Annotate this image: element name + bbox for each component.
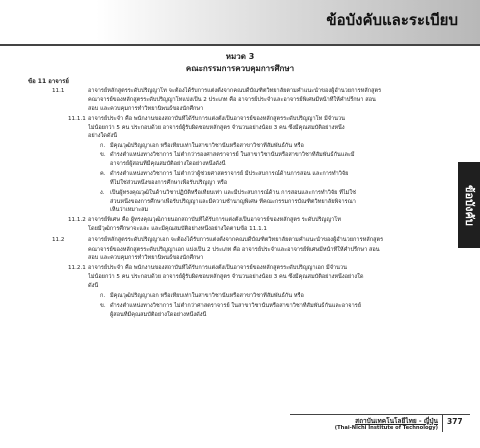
clause-number: ค.	[100, 171, 106, 177]
body-text-line: สอบ และควบคุมการทำวิทยานิพนธ์ของนักศึกษา	[88, 106, 204, 112]
clause-number: 11.2	[52, 237, 65, 243]
clause-number: ก.	[100, 293, 106, 299]
footer-divider	[290, 414, 470, 415]
body-text-line: ที่ไม่ใช่ส่วนหนึ่งของการศึกษาเพื่อรับปริญญา หรือ	[110, 180, 228, 186]
footer-separator	[442, 414, 443, 432]
clause-number: 11.1.2	[68, 217, 86, 223]
body-text-line: คณาจารย์ของหลักสูตรระดับปริญญาเอก แบ่งเป็น 2 ประเภท คือ อาจารย์ประจำและอาจารย์พิเศษมีหน้าที่ให้คำปรึกษา สอน	[88, 247, 380, 253]
side-section-tab: ข้อบังคับ	[458, 162, 480, 248]
clause-number: 11.1.1	[68, 116, 86, 122]
body-text-line: อาจารย์ประจำ คือ พนักงานของสถาบันที่ได้รับการแต่งตั้งเป็นอาจารย์ของหลักสูตรระดับปริญญาเอก มีจำนวน	[88, 265, 347, 271]
body-text-line: อาจารย์พิเศษ คือ ผู้ทรงคุณวุฒิภายนอกสถาบันที่ได้รับการแต่งตั้งเป็นอาจารย์ของหลักสูตร ระดับปริญญาโท	[88, 217, 341, 223]
clause-number: 11.1	[52, 88, 65, 94]
body-text-line: อาจารย์หลักสูตรระดับปริญญาเอก จะต้องได้รับการแต่งตั้งจากคณบดีบัณฑิตวิทยาลัยตามคำแนะนำของผู้อำนวยการหลักสูตร	[88, 237, 384, 243]
body-text-line: อาจารย์ผู้สอนที่มีคุณสมบัติอย่างใดอย่างหนึ่งดังนี้	[110, 161, 226, 167]
clause-number: ข.	[100, 152, 106, 158]
body-text-line: สอบ และควบคุมการทำวิทยานิพนธ์ของนักศึกษา	[88, 255, 204, 261]
body-text-line: ดำรงตำแหน่งทางวิชาการ ไม่ต่ำกว่าศาสตราจารย์ ในสาขาวิชานั้นหรือสาขาวิชาที่สัมพันธ์กันและอาจารย์	[110, 303, 362, 309]
page-header-title: ข้อบังคับและระเบียบ	[326, 11, 458, 29]
body-text-line: โดยมีวุฒิการศึกษาจะและ และมีคุณสมบัติอย่างหนึ่งอย่างใดตามข้อ 11.1.1	[88, 226, 267, 232]
footer-university: สถาบันเทคโนโลยีไทย - ญี่ปุ่น	[355, 417, 438, 425]
body-text-line: ดำรงตำแหน่งทางวิชาการ ไม่ต่ำกว่ารองศาสตราจารย์ ในสาขาวิชานั้นหรือสาขาวิชาที่สัมพันธ์กันและมี	[110, 152, 355, 158]
clause-number: 11.2.1	[68, 265, 86, 271]
body-text-line: ดำรงตำแหน่งทางวิชาการ ไม่ต่ำกว่าผู้ช่วยศาสตราจารย์ มีประสบการณ์ด้านการสอน และการทำวิจัย	[110, 171, 349, 177]
section-heading: คณะกรรมการควบคุมการศึกษา	[185, 64, 295, 73]
body-text-line: อาจารย์หลักสูตรระดับปริญญาโท จะต้องได้รับการแต่งตั้งจากคณบดีบัณฑิตวิทยาลัยตามคำแนะนำของผู้อำนวยการหลักสูตร	[88, 88, 382, 94]
clause-number: ข.	[100, 303, 106, 309]
body-text-line: ดังนี้	[88, 283, 99, 289]
body-text-line: อาจารย์ประจำ คือ พนักงานของสถาบันที่ได้รับการแต่งตั้งเป็นอาจารย์ของหลักสูตรระดับปริญญาโท มีจำนวน	[88, 116, 345, 122]
chapter-heading: หมวด 3	[225, 52, 255, 61]
article-heading: ข้อ 11 อาจารย์	[28, 78, 69, 85]
body-text-line: ไม่น้อยกว่า 5 คน ประกอบด้วย อาจารย์ผู้รับผิดชอบหลักสูตร จำนวนอย่างน้อย 3 คน ซึ่งมีคุณสมบัติอย่างหนึ่งอย่างใด	[88, 274, 364, 280]
body-text-line: อย่างใดดังนี้	[88, 133, 118, 139]
body-text-line: คณาจารย์ของหลักสูตรระดับปริญญาโทแบ่งเป็น 2 ประเภท คือ อาจารย์ประจำและอาจารย์พิเศษมีหน้าที่ให้คำปรึกษา สอน	[88, 97, 376, 103]
header-divider	[0, 44, 480, 46]
body-text-line: ไม่น้อยกว่า 5 คน ประกอบด้วย อาจารย์ผู้รับผิดชอบหลักสูตร จำนวนอย่างน้อย 3 คน ซึ่งมีคุณสมบัติอย่างหนึ่ง	[88, 125, 345, 131]
body-text-line: เห็นว่าเหมาะสม	[110, 207, 149, 213]
body-text-line: ส่วนหนึ่งของการศึกษาเพื่อรับปริญญาและมีความชำนาญพิเศษ ที่คณะกรรมการบัณฑิตวิทยาลัยพิจารณา	[110, 199, 356, 205]
body-text-line: ผู้สอนที่มีคุณสมบัติอย่างใดอย่างหนึ่งดังนี้	[110, 312, 207, 318]
body-text-line: มีคุณวุฒิปริญญาเอก หรือเทียบเท่าในสาขาวิชานั้นหรือสาขาวิชาที่สัมพันธ์กัน หรือ	[110, 143, 304, 149]
clause-number: ง.	[100, 190, 105, 196]
body-text-line: เป็นผู้ทรงคุณวุฒิในด้านวิชาปฏิบัติหรือเทียบเท่า และมีประสบการณ์ด้าน การสอนและการทำวิจัย ที่ไม่ใช่	[110, 190, 356, 196]
clause-number: ก.	[100, 143, 106, 149]
footer-university-en: (Thai-Nichi Institute of Technology)	[334, 425, 438, 431]
page-number: 377	[447, 417, 463, 426]
body-text-line: มีคุณวุฒิปริญญาเอก หรือเทียบเท่าในสาขาวิชานั้นหรือสาขาวิชาที่สัมพันธ์กัน หรือ	[110, 293, 304, 299]
